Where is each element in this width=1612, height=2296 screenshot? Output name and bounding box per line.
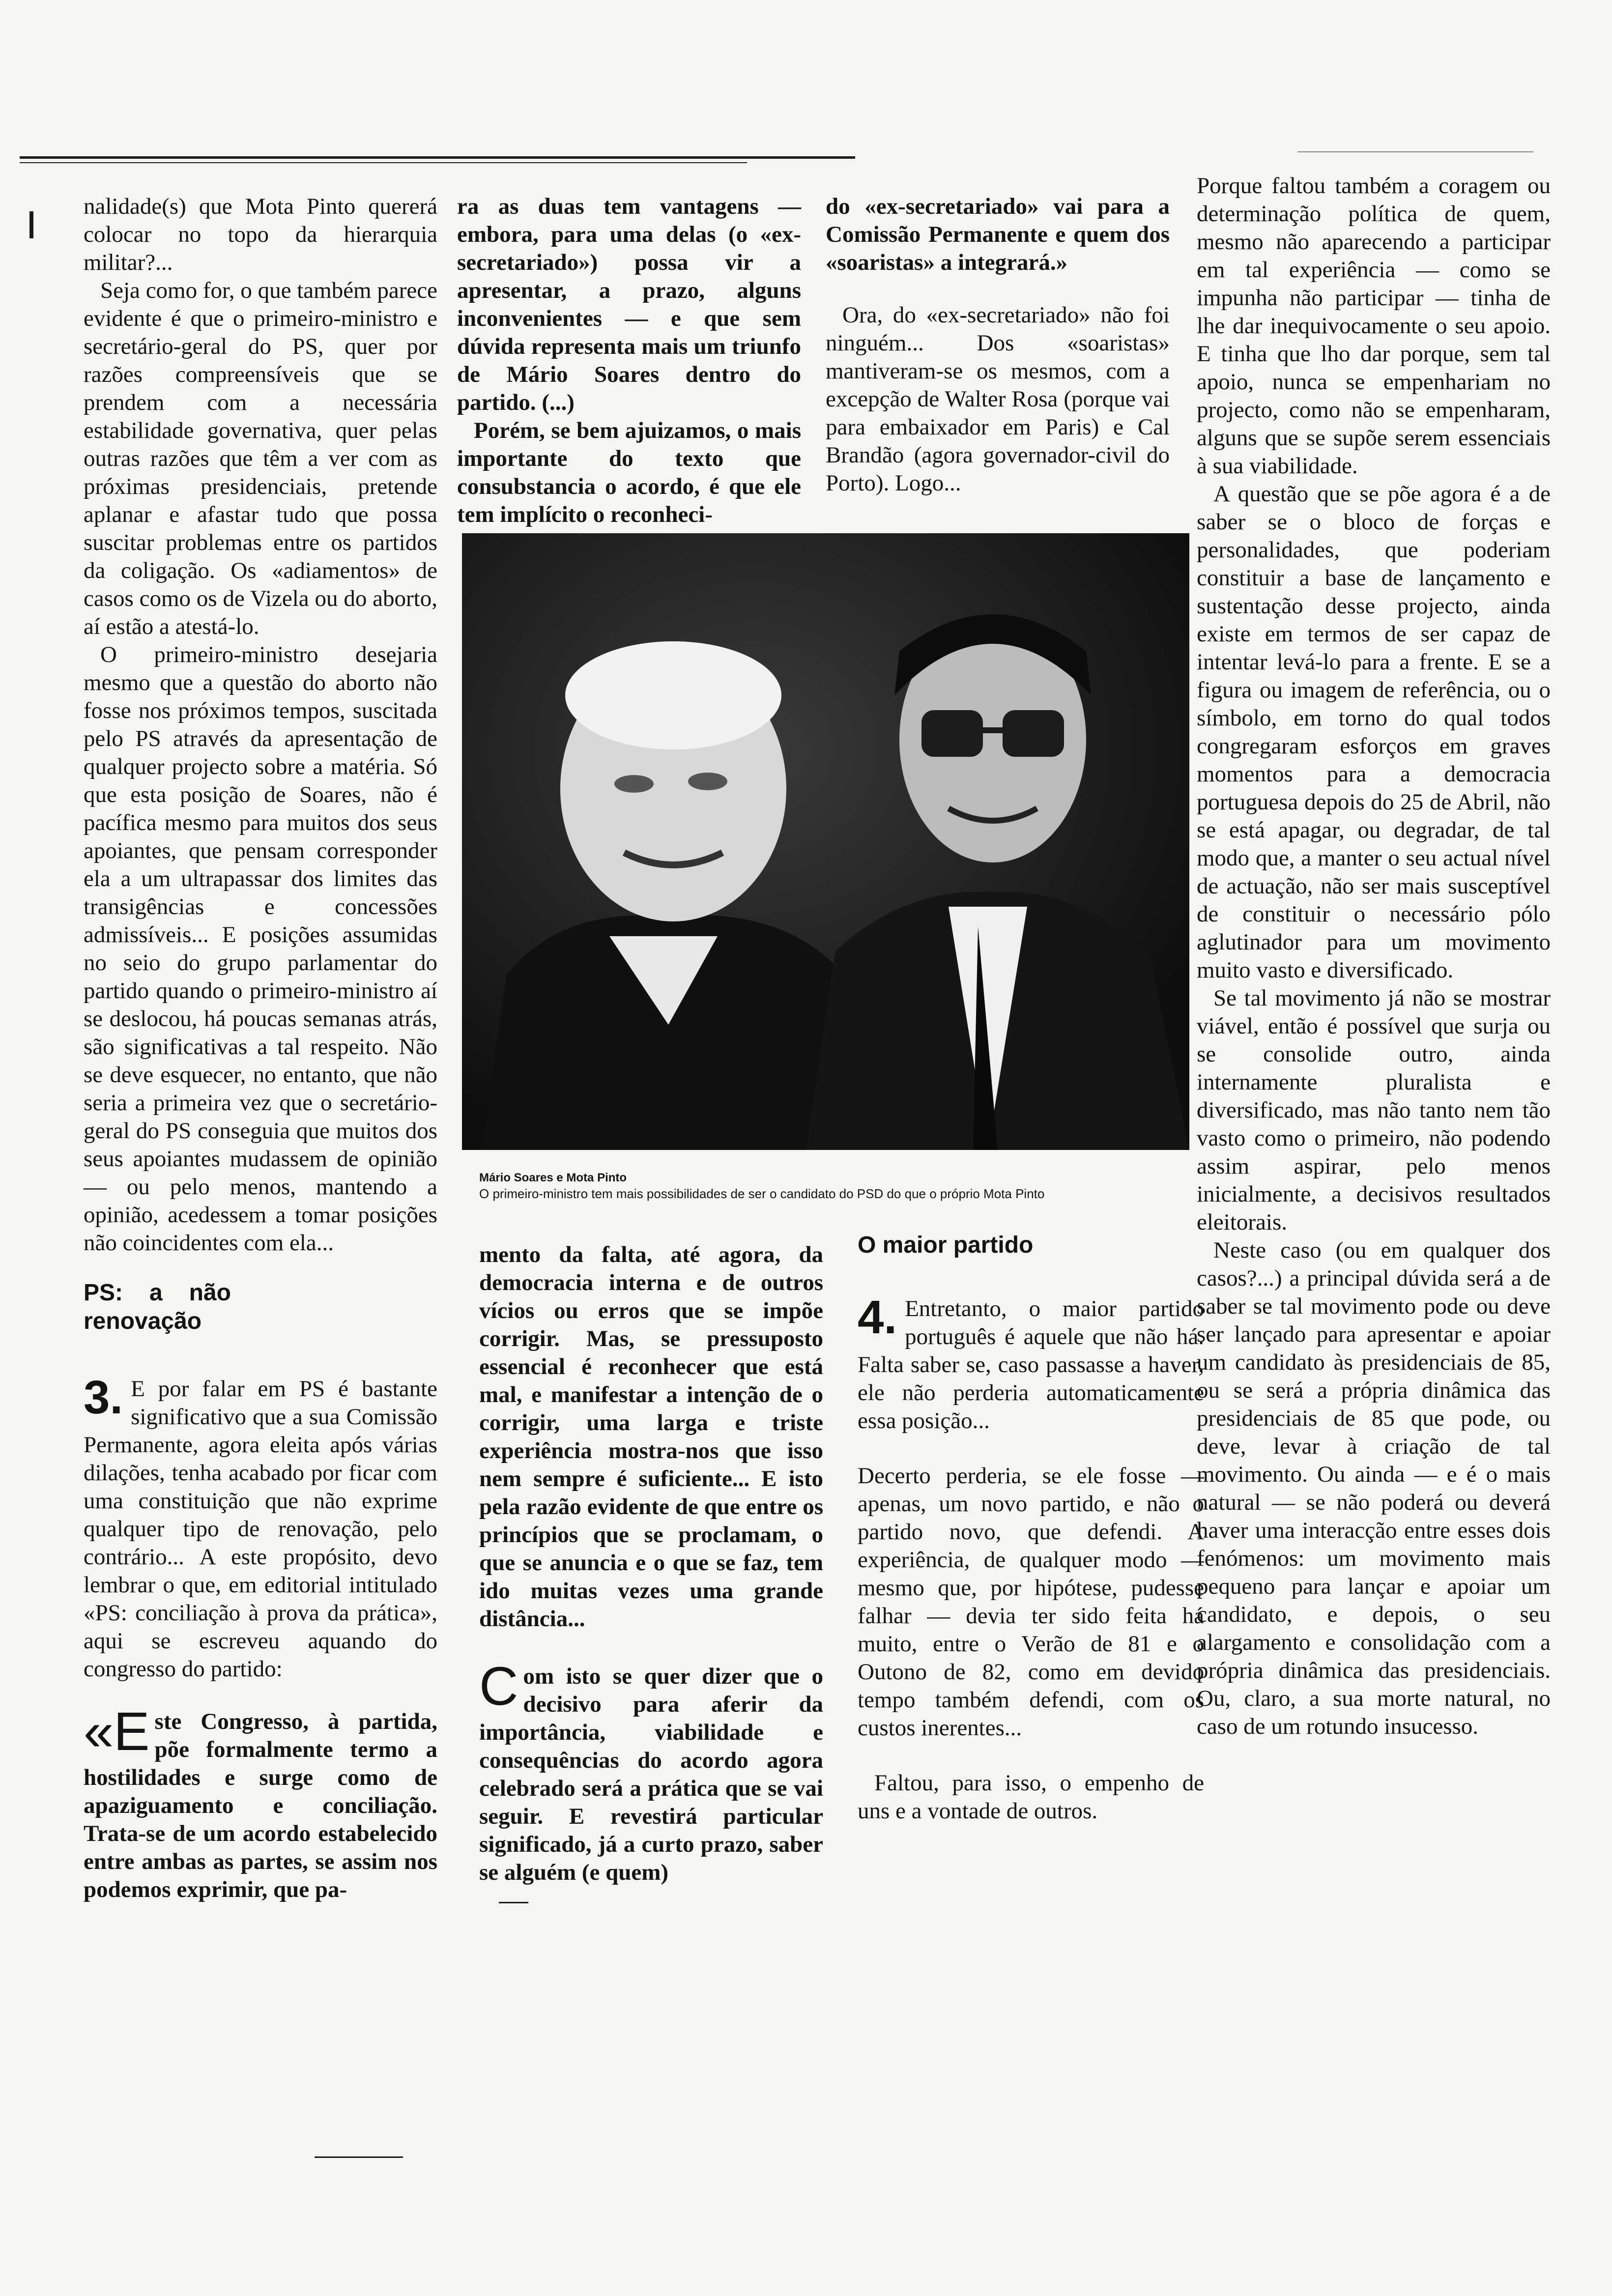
col2-end-rule: [499, 1902, 528, 1903]
column-2-bottom: [479, 1241, 823, 1887]
caption-names: Mário Soares e Mota Pinto: [479, 1171, 627, 1184]
col1-paragraph-4-text: E por falar em PS é bastante significativo que a sua Comissão Permanente, agora eleita após várias dilações, tenha acabado por ficar com uma constituição que não exprime qualquer tipo de renovação, pelo contrário... A este propósito, devo lembrar o que, em editorial intitulado «PS: conciliação à prova da prática», aqui se escreveu aquando do congresso do partido:: [84, 1376, 437, 1682]
col1-paragraph-2: Seja como for, o que também parece evidente é que o primeiro-ministro e secretário-geral do PS, quer por razões compreensíveis que se prendem com a necessária estabilidade governativa, quer pelas outras razões que têm a ver com as próximas presidenciais, pretende aplanar e afastar tudo que possa suscitar problemas entre os partidos da coligação. Os «adiamentos» de casos como os de Vizela ou do aborto, aí estão a atestá-lo.: [84, 278, 437, 639]
margin-mark: [29, 211, 33, 238]
col1-end-rule: [315, 2156, 403, 2158]
photo-soares-mota-pinto: [462, 533, 1189, 1150]
column-3-top: [826, 193, 1170, 497]
quote-dropcap: «E: [84, 1701, 150, 1762]
col3-paragraph-2: Ora, do «ex-secretariado» não foi ninguém... Dos «soaristas» mantiveram-se os mesmos, com a excepção de Walter Rosa (porque vai para embaixador em Paris) e Cal Brandão (agora governador-civil do Porto). Logo...: [826, 302, 1170, 496]
dropcap-c: C: [479, 1656, 518, 1717]
col2-paragraph-1: ra as duas tem vantagens — embora, para uma delas (o «ex-secretariado») possa vir a apresentar, a prazo, alguns inconvenientes — e que sem dúvida representa mais um triunfo de Mário Soares dentro do partido. (...): [457, 194, 801, 415]
photo-image: [462, 533, 1189, 1150]
col1-paragraph-3: O primeiro-ministro desejaria mesmo que a questão do aborto não fosse nos próximos tempos, suscitada pelo PS através da apresentação de qualquer projecto sobre a matéria. Só que esta posição de Soares, não é pacífica mesmo para muitos dos seus apoiantes, que pensam corresponder ela a um ultrapassar dos limites das transigências e concessões admissíveis... E posições assumidas no seio do grupo parlamentar do partido quando o primeiro-ministro aí se deslocou, há poucas semanas atrás, são significativas a tal respeito. Não se deve esquecer, no entanto, que não seria a primeira vez que o secretário-geral do PS conseguia que muitos dos seus apoiantes mudassem de opinião — ou pelo menos, mantendo a opinião, acedessem a tomar posições não coincidentes com ela...: [84, 642, 437, 1256]
col3b-paragraph-2: Decerto perderia, se ele fosse — apenas, um novo partido, e não o partido novo, que defendi. A experiência, de qualquer modo — mesmo que, por hipótese, pudesse falhar — devia ter sido feita há muito, entre o Verão de 81 e o Outono de 82, como em devido tempo também defendi, com os custos inerentes...: [858, 1463, 1204, 1741]
col3b-paragraph-1: [858, 1291, 1204, 1435]
photo-caption: [479, 1170, 1187, 1202]
col4-paragraph-2: A questão que se põe agora é a de saber se o bloco de forças e personalidades, que poderiam constituir a base de lançamento e sustentação desse projecto, ainda existe em termos de ser capaz de intentar levá-lo para a frente. E se a figura ou imagem de referência, ou o símbolo, em torno do qual todos congregaram esforços em graves momentos para a democracia portuguesa depois do 25 de Abril, não se está apagar, ou degradar, de tal modo que, a manter o seu actual nível de actuação, não ser mais susceptível de constituir o necessário pólo aglutinador para um movimento muito vasto e diversificado.: [1197, 481, 1551, 983]
caption-text: O primeiro-ministro tem mais possibilidades de ser o candidato do PSD do que o próprio Mota Pinto: [479, 1186, 1045, 1201]
top-rule-right: [1297, 151, 1533, 152]
top-rule-thin: [20, 162, 747, 163]
column-3-bottom: [858, 1231, 1204, 1825]
subhead-o-maior-partido: O maior partido: [858, 1232, 1034, 1258]
col1-paragraph-1: nalidade(s) que Mota Pinto quererá colocar no topo da hierarquia militar?...: [84, 194, 437, 275]
col1-quote-text: ste Congresso, à partida, põe formalmente termo a hostilidades e surge como de apaziguamento e conciliação. Trata-se de um acordo estabelecido entre ambas as partes, se assim nos podemos exprimir, que pa-: [84, 1709, 437, 1902]
column-4: [1197, 172, 1551, 1741]
subhead-ps-nao-renovacao: PS: a não renovação: [84, 1280, 231, 1334]
col4-paragraph-1: Porque faltou também a coragem ou determinação política de quem, mesmo não aparecendo a participar em tal experiência — como se impunha não participar — tinha de lhe dar inequivocamente o seu apoio. E tinha que lho dar porque, sem tal apoio, nunca se empenhariam no projecto, como não se empenharam, alguns que se supõe serem essenciais à sua viabilidade.: [1197, 173, 1551, 479]
col2b-paragraph-2-text: om isto se quer dizer que o decisivo para aferir da importância, viabilidade e consequências do acordo agora celebrado será a prática que se vai seguir. E revestirá particular significado, já a curto prazo, saber se alguém (e quem): [479, 1664, 823, 1885]
section-number-4: 4.: [858, 1291, 897, 1344]
col3b-paragraph-3: Faltou, para isso, o empenho de uns e a vontade de outros.: [858, 1770, 1204, 1824]
column-2-top: [457, 193, 801, 529]
section-number-3: 3.: [84, 1371, 123, 1424]
col3b-paragraph-1-text: Entretanto, o maior partido português é aquele que não há. Falta saber se, caso passasse a haver, ele não perderia automaticamente essa posição...: [858, 1296, 1204, 1434]
col1-paragraph-4: [84, 1371, 437, 1683]
col4-paragraph-4: Neste caso (ou em qualquer dos casos?...) a principal dúvida será a de saber se tal movimento pode ou deve ser lançado para apresentar e apoiar um candidato às presidenciais de 85, ou se será a própria dinâmica das presidenciais de 85 que pode, ou deve, levar à criação de tal movimento. Ou ainda — e é o mais natural — se não poderá ou deverá haver uma interacção entre esses dois fenómenos: um movimento mais pequeno para lançar e apoiar um candidato, e depois, o seu alargamento e consolidação com a própria dinâmica das presidenciais. Ou, claro, a sua morte natural, no caso de um rotundo insucesso.: [1197, 1237, 1551, 1739]
col4-paragraph-3: Se tal movimento já não se mostrar viável, então é possível que surja ou se consolide outro, ainda internamente pluralista e diversificado, mas não tanto nem tão vasto como o primeiro, não podendo assim aspirar, pelo menos inicialmente, a decisivos resultados eleitorais.: [1197, 985, 1551, 1235]
top-rule: [20, 156, 855, 159]
col1-quote: [84, 1701, 437, 1904]
col2-paragraph-2: Porém, se bem ajuizamos, o mais importante do texto que consubstancia o acordo, é que ele tem implícito o reconheci-: [457, 418, 801, 527]
col2b-paragraph-2: [479, 1656, 823, 1887]
col3-paragraph-1: do «ex-secretariado» vai para a Comissão Permanente e quem dos «soaristas» a integrará.»: [826, 194, 1170, 275]
column-1: [84, 193, 437, 1904]
col2b-paragraph-1: mento da falta, até agora, da democracia interna e de outros vícios ou erros que se impõe corrigir. Mas, se pressuposto essencial é reconhecer que está mal, e manifestar a intenção de o corrigir, uma larga e triste experiência mostra-nos que isso nem sempre é suficiente... E isto pela razão evidente de que entre os princípios que se proclamam, o que se anuncia e o que se faz, tem ido muitas vezes uma grande distância...: [479, 1242, 823, 1632]
